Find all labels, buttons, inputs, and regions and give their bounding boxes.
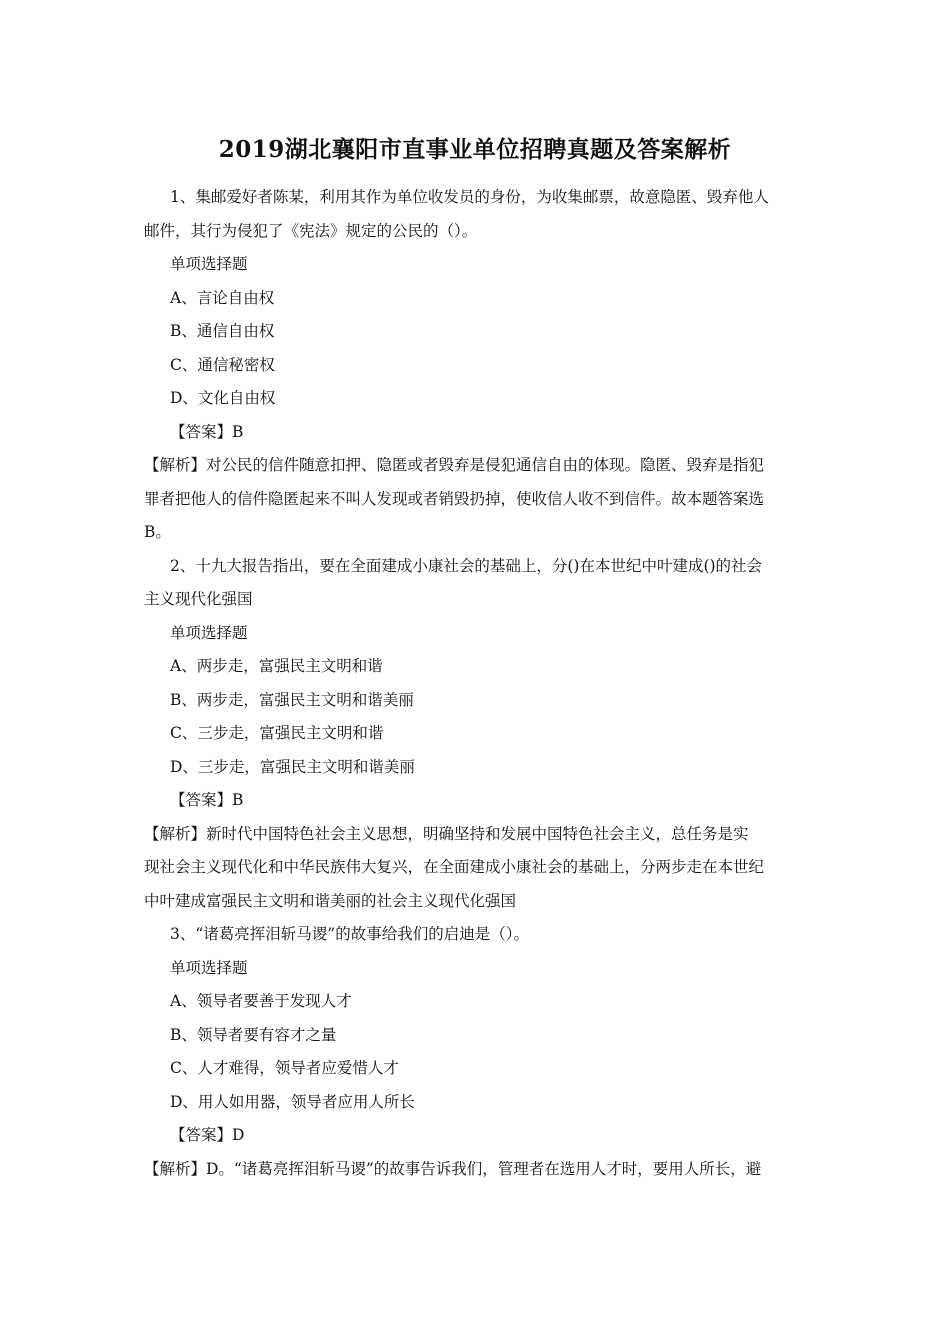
question-3 bbox=[144, 918, 810, 1186]
option-d: D、三步走，富强民主文明和谐美丽 bbox=[170, 757, 415, 776]
question-type: 单项选择题 bbox=[170, 958, 248, 977]
question-stem-continued: 主义现代化强国 bbox=[144, 590, 253, 608]
question-stem: 1、集邮爱好者陈某，利用其作为单位收发员的身份，为收集邮票，故意隐匿、毁弃他人 bbox=[170, 188, 769, 206]
option-c: C、通信秘密权 bbox=[170, 355, 275, 374]
option-b: B、通信自由权 bbox=[170, 322, 275, 340]
option-b: B、领导者要有容才之量 bbox=[170, 1025, 337, 1044]
question-type: 单项选择题 bbox=[170, 623, 248, 642]
analysis-line: 中叶建成富强民主文明和谐美丽的社会主义现代化强国 bbox=[144, 891, 517, 910]
question-stem: 2、十九大报告指出，要在全面建成小康社会的基础上，分()在本世纪中叶建成()的社会 bbox=[170, 556, 763, 575]
analysis-line: 【解析】对公民的信件随意扣押、隐匿或者毁弃是侵犯通信自由的体现。隐匿、毁弃是指犯 bbox=[144, 456, 765, 474]
answer: 【答案】D bbox=[170, 1126, 245, 1144]
option-d: D、文化自由权 bbox=[170, 389, 276, 407]
answer: 【答案】B bbox=[170, 422, 244, 441]
option-b: B、两步走，富强民主文明和谐美丽 bbox=[170, 690, 414, 709]
analysis-line: 罪者把他人的信件隐匿起来不叫人发现或者销毁扔掉，使收信人收不到信件。故本题答案选 bbox=[144, 489, 765, 508]
question-2 bbox=[144, 550, 810, 919]
question-stem-continued: 邮件，其行为侵犯了《宪法》规定的公民的（）。 bbox=[144, 221, 478, 240]
analysis-line: 【解析】D。“诸葛亮挥泪斩马谡”的故事告诉我们，管理者在选用人才时，要用人所长，避 bbox=[144, 1159, 762, 1178]
option-a: A、领导者要善于发现人才 bbox=[170, 992, 352, 1010]
answer: 【答案】B bbox=[170, 791, 244, 809]
option-a: A、两步走，富强民主文明和谐 bbox=[170, 657, 383, 675]
question-1 bbox=[144, 181, 810, 550]
question-stem: 3、“诸葛亮挥泪斩马谡”的故事给我们的启迪是（）。 bbox=[170, 925, 529, 943]
question-type: 单项选择题 bbox=[170, 255, 248, 273]
option-c: C、人才难得，领导者应爱惜人才 bbox=[170, 1059, 399, 1077]
document-title: 2019湖北襄阳市直事业单位招聘真题及答案解析 bbox=[218, 136, 732, 163]
analysis-line: 现社会主义现代化和中华民族伟大复兴，在全面建成小康社会的基础上，分两步走在本世纪 bbox=[144, 858, 765, 876]
analysis-line: 【解析】新时代中国特色社会主义思想，明确坚持和发展中国特色社会主义，总任务是实 bbox=[144, 824, 749, 843]
option-a: A、言论自由权 bbox=[170, 288, 275, 307]
option-c: C、三步走，富强民主文明和谐 bbox=[170, 724, 384, 742]
analysis-line: B。 bbox=[144, 523, 171, 541]
document-body bbox=[144, 181, 810, 1186]
option-d: D、用人如用器，领导者应用人所长 bbox=[170, 1092, 415, 1111]
